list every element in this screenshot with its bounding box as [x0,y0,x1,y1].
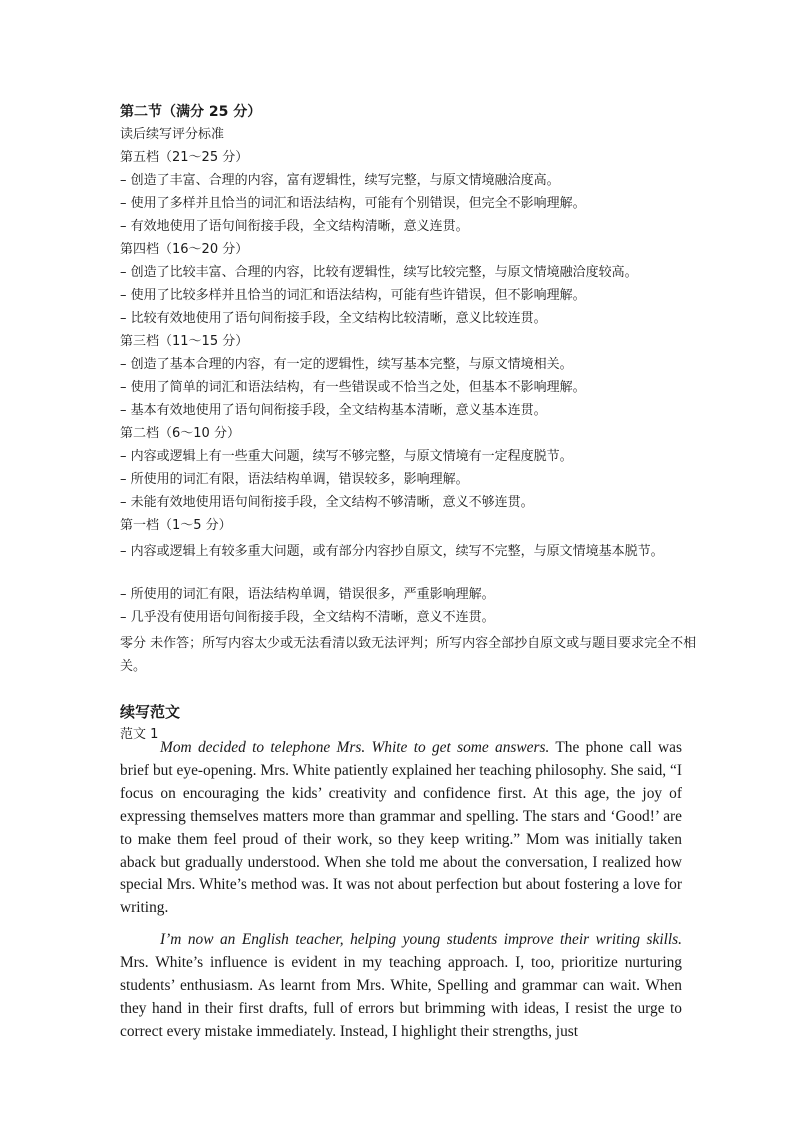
criterion-item: – 几乎没有使用语句间衔接手段，全文结构不清晰，意义不连贯。 [120,610,495,625]
criterion-item: – 所使用的词汇有限，语法结构单调，错误很多，严重影响理解。 [120,587,495,602]
criterion-item: – 有效地使用了语句间衔接手段，全文结构清晰，意义连贯。 [120,219,469,234]
level-heading: 第一档（1～5 分） [120,518,232,533]
criterion-item: – 未能有效地使用语句间衔接手段，全文结构不够清晰，意义不够连贯。 [120,495,534,510]
criterion-item: – 创造了丰富、合理的内容，富有逻辑性，续写完整，与原文情境融洽度高。 [120,173,560,188]
criterion-item: – 比较有效地使用了语句间衔接手段，全文结构比较清晰，意义比较连贯。 [120,311,547,326]
criterion-item: – 基本有效地使用了语句间衔接手段，全文结构基本清晰，意义基本连贯。 [120,403,547,418]
criterion-item: – 创造了比较丰富、合理的内容，比较有逻辑性，续写比较完整，与原文情境融洽度较高。 [120,265,638,280]
paragraph-body: The phone call was brief but eye-opening. Mrs. White patiently explained her teaching philosophy. She said, “I focus on encouraging the kids’ creativity and confidence first. At this age, the joy of expressing themselves matters more than grammar and spelling. The stars and ‘Good!’ are to make them feel proud of their work, so they keep writing.” Mom was initially taken aback but gradually understood. When she told me about the conversation, I realized how special Mrs. White’s method was. It was not about perfection but about fostering a love for writing. [120,739,682,917]
paragraph-opening-sentence: Mom decided to telephone Mrs. White to get some answers. [160,739,550,756]
essay-paragraph-1 [120,737,682,920]
essay-paragraph-2 [120,929,682,1044]
section-title: 第二节（满分 25 分） [120,104,262,120]
paragraph-body: Mrs. White’s influence is evident in my teaching approach. I, too, prioritize nurturing students’ enthusiasm. As learnt from Mrs. White, Spelling and grammar can wait. When they hand in their first drafts, full of errors but brimming with ideas, I resist the urge to correct every mistake immediately. Instead, I highlight their strengths, just [120,953,682,1040]
criterion-item: – 使用了多样并且恰当的词汇和语法结构，可能有个别错误，但完全不影响理解。 [120,196,586,211]
zero-score-note: 零分 未作答；所写内容太少或无法看清以致无法评判；所写内容全部抄自原文或与题目要求完全不相关。 [120,636,697,674]
sample-label: 范文 1 [120,727,159,742]
criterion-item: – 使用了比较多样并且恰当的词汇和语法结构，可能有些许错误，但不影响理解。 [120,288,586,303]
criterion-item: – 内容或逻辑上有一些重大问题，续写不够完整，与原文情境有一定程度脱节。 [120,449,573,464]
criterion-item: – 所使用的词汇有限，语法结构单调，错误较多，影响理解。 [120,472,469,487]
level-heading: 第五档（21～25 分） [120,150,249,165]
paragraph-opening-sentence: I’m now an English teacher, helping young students improve their writing skills. [160,931,682,948]
level-heading: 第四档（16～20 分） [120,242,249,257]
sample-heading: 续写范文 [120,703,181,721]
criterion-item: – 创造了基本合理的内容，有一定的逻辑性，续写基本完整，与原文情境相关。 [120,357,573,372]
rubric-title: 读后续写评分标准 [120,127,225,142]
criterion-item: – 内容或逻辑上有较多重大问题，或有部分内容抄自原文，续写不完整，与原文情境基本脱节。 [120,544,664,559]
level-heading: 第二档（6～10 分） [120,426,240,441]
criterion-item: – 使用了简单的词汇和语法结构，有一些错误或不恰当之处，但基本不影响理解。 [120,380,586,395]
level-heading: 第三档（11～15 分） [120,334,249,349]
